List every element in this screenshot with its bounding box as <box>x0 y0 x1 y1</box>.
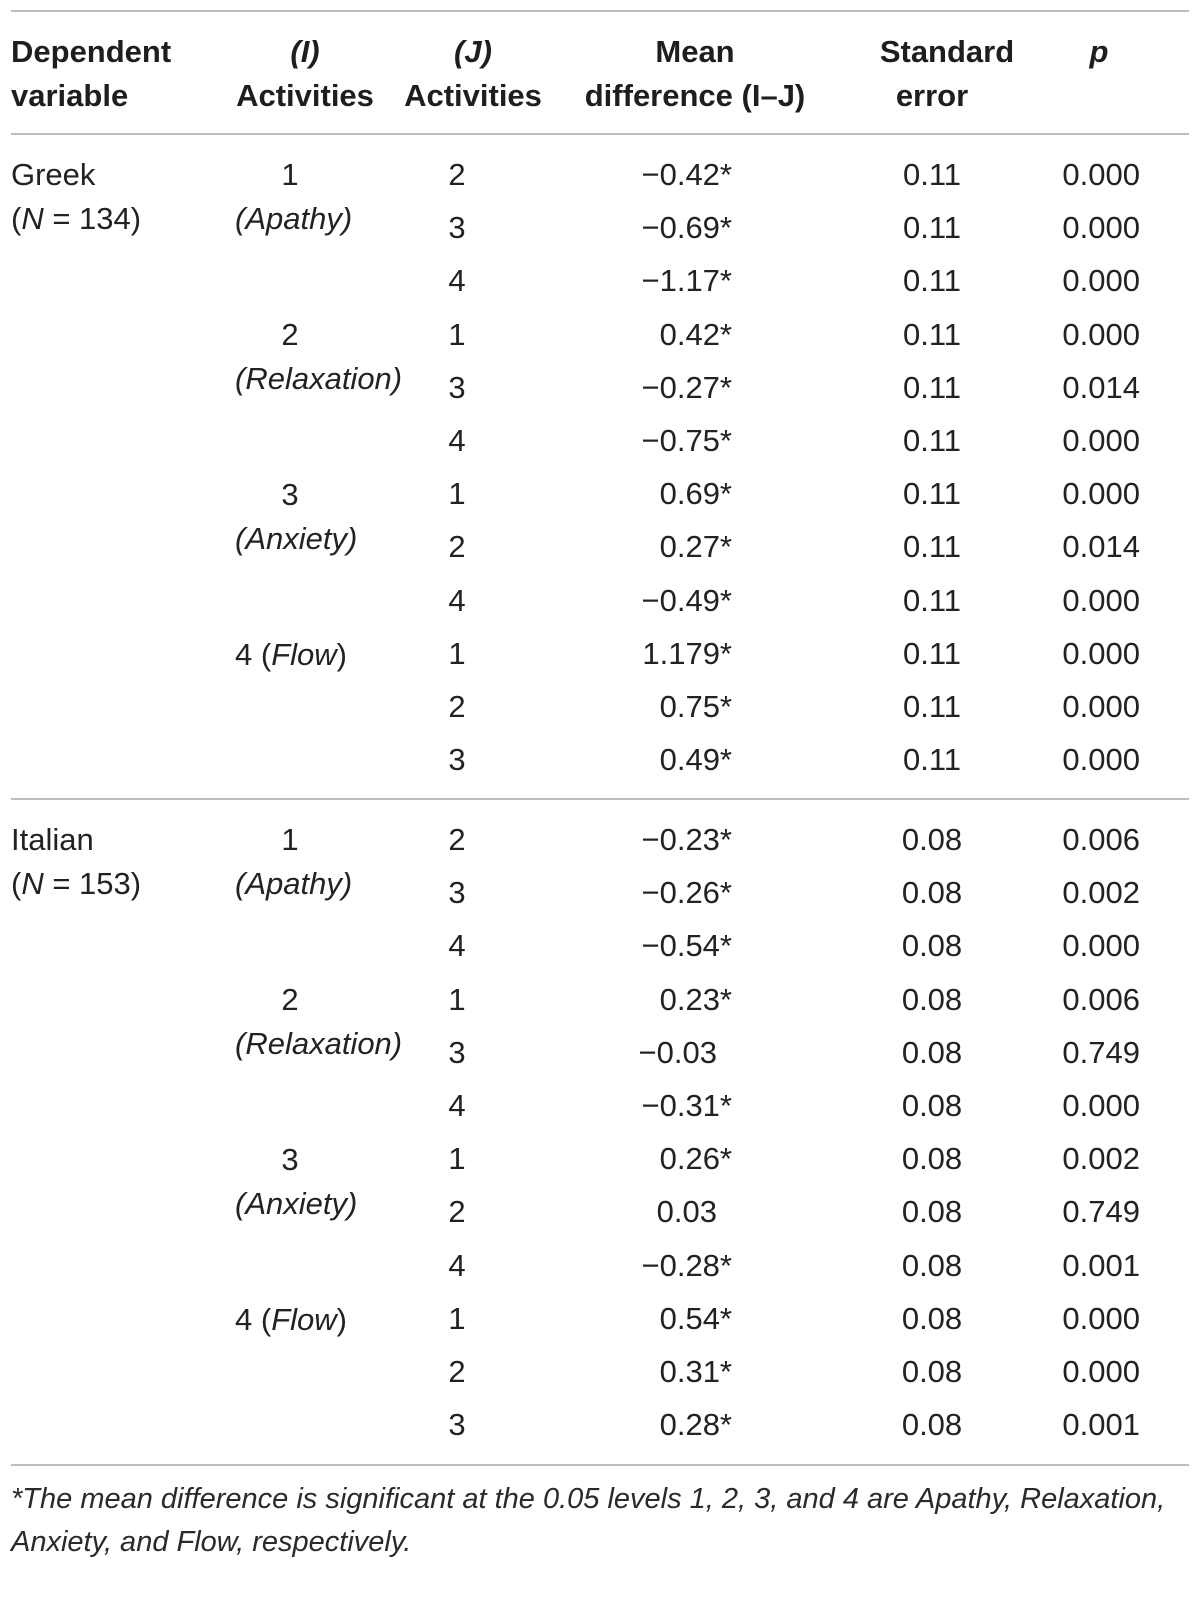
mean-difference-cell: 1.179* <box>642 636 732 671</box>
i-activity-number: 1 <box>281 822 299 857</box>
mean-difference-cell: 0.54* <box>659 1301 732 1336</box>
p-value-cell: 0.000 <box>1062 742 1140 777</box>
standard-error-cell: 0.08 <box>901 1035 963 1070</box>
j-activity-cell: 1 <box>448 1141 466 1176</box>
i-activity-name: (Anxiety) <box>235 1186 358 1221</box>
header-i-activities: Activities <box>236 78 374 113</box>
group-n-greek: (N = 134) <box>11 201 142 236</box>
header-j-activities: Activities <box>404 78 542 113</box>
mean-difference-cell: −0.69* <box>641 210 732 245</box>
standard-error-cell: 0.08 <box>901 1194 963 1229</box>
p-value-cell: 0.000 <box>1062 1354 1140 1389</box>
standard-error-cell: 0.08 <box>901 1248 963 1283</box>
i-activity-number: 2 <box>281 982 299 1017</box>
i-activity-name: (Apathy) <box>235 201 353 236</box>
header-mean: Mean <box>655 34 735 69</box>
p-value-cell: 0.000 <box>1062 636 1140 671</box>
j-activity-cell: 1 <box>448 476 466 511</box>
header-rule <box>11 133 1189 135</box>
mean-difference-cell: 0.23* <box>659 982 732 1017</box>
mean-difference-cell: −0.28* <box>641 1248 732 1283</box>
mean-difference-cell: 0.42* <box>659 317 732 352</box>
standard-error-cell: 0.08 <box>901 1301 963 1336</box>
header-j-label: (J) <box>454 34 492 69</box>
standard-error-cell: 0.08 <box>901 822 963 857</box>
j-activity-cell: 3 <box>448 1035 466 1070</box>
mean-difference-cell: 0.03 <box>656 1194 717 1229</box>
j-activity-cell: 2 <box>448 822 466 857</box>
p-value-cell: 0.002 <box>1062 875 1140 910</box>
standard-error-cell: 0.08 <box>901 1088 963 1123</box>
standard-error-cell: 0.11 <box>902 529 962 564</box>
p-value-cell: 0.000 <box>1062 928 1140 963</box>
i-activity-number: 1 <box>281 157 299 192</box>
j-activity-cell: 2 <box>448 529 466 564</box>
j-activity-cell: 2 <box>448 689 466 724</box>
mean-difference-cell: −0.27* <box>641 370 732 405</box>
p-value-cell: 0.000 <box>1062 317 1140 352</box>
p-value-cell: 0.001 <box>1062 1407 1140 1442</box>
standard-error-cell: 0.11 <box>902 370 962 405</box>
standard-error-cell: 0.08 <box>901 982 963 1017</box>
i-activity-number: 3 <box>281 1142 299 1177</box>
j-activity-cell: 4 <box>448 928 466 963</box>
mean-difference-cell: −1.17* <box>641 263 732 298</box>
bottom-rule <box>11 1464 1189 1466</box>
p-value-cell: 0.000 <box>1062 423 1140 458</box>
mean-difference-cell: 0.27* <box>659 529 732 564</box>
mean-difference-cell: −0.54* <box>641 928 732 963</box>
i-activity-number: 2 <box>281 317 299 352</box>
header-mean-difference: difference (I–J) <box>584 78 806 113</box>
j-activity-cell: 4 <box>448 423 466 458</box>
p-value-cell: 0.000 <box>1062 210 1140 245</box>
group-name-italian: Italian <box>11 822 94 857</box>
table-footnote: *The mean difference is significant at the 0.05 levels 1, 2, 3, and 4 are Apathy, Relaxation, Anxiety, and Flow, respectively. <box>11 1483 1166 1558</box>
standard-error-cell: 0.08 <box>901 1354 963 1389</box>
mean-difference-cell: −0.42* <box>641 157 732 192</box>
header-dependent-variable-line1: Dependent <box>11 34 172 69</box>
p-value-cell: 0.749 <box>1062 1194 1140 1229</box>
j-activity-cell: 1 <box>448 636 466 671</box>
i-activity-name: (Relaxation) <box>235 1026 403 1061</box>
standard-error-cell: 0.11 <box>902 157 962 192</box>
mean-difference-cell: 0.75* <box>659 689 732 724</box>
header-i-label: (I) <box>290 34 320 69</box>
mean-difference-cell: −0.26* <box>641 875 732 910</box>
j-activity-cell: 3 <box>448 1407 466 1442</box>
p-value-cell: 0.000 <box>1062 1088 1140 1123</box>
j-activity-cell: 1 <box>448 982 466 1017</box>
i-activity-flow: 4 (Flow) <box>235 637 347 672</box>
j-activity-cell: 4 <box>448 1248 466 1283</box>
i-activity-name: (Anxiety) <box>235 521 358 556</box>
mean-difference-cell: 0.49* <box>659 742 732 777</box>
j-activity-cell: 1 <box>448 317 466 352</box>
p-value-cell: 0.014 <box>1062 370 1140 405</box>
p-value-cell: 0.006 <box>1062 982 1140 1017</box>
standard-error-cell: 0.11 <box>902 263 962 298</box>
i-activity-name: (Apathy) <box>235 866 353 901</box>
standard-error-cell: 0.08 <box>901 1407 963 1442</box>
p-value-cell: 0.749 <box>1062 1035 1140 1070</box>
standard-error-cell: 0.11 <box>902 423 962 458</box>
mean-difference-cell: 0.26* <box>659 1141 732 1176</box>
j-activity-cell: 1 <box>448 1301 466 1336</box>
i-activity-name: (Relaxation) <box>235 361 403 396</box>
standard-error-cell: 0.11 <box>902 689 962 724</box>
mean-difference-cell: −0.31* <box>641 1088 732 1123</box>
p-value-cell: 0.006 <box>1062 822 1140 857</box>
j-activity-cell: 2 <box>448 157 466 192</box>
top-rule <box>11 10 1189 12</box>
p-value-cell: 0.000 <box>1062 476 1140 511</box>
mean-difference-cell: −0.49* <box>641 583 732 618</box>
mean-difference-cell: 0.28* <box>659 1407 732 1442</box>
j-activity-cell: 3 <box>448 875 466 910</box>
header-standard: Standard <box>879 34 1015 69</box>
j-activity-cell: 4 <box>448 263 466 298</box>
group-n-italian: (N = 153) <box>11 866 142 901</box>
j-activity-cell: 3 <box>448 742 466 777</box>
standard-error-cell: 0.08 <box>901 928 963 963</box>
mean-difference-cell: −0.75* <box>641 423 732 458</box>
standard-error-cell: 0.11 <box>902 317 962 352</box>
standard-error-cell: 0.11 <box>902 210 962 245</box>
p-value-cell: 0.001 <box>1062 1248 1140 1283</box>
standard-error-cell: 0.08 <box>901 1141 963 1176</box>
header-dependent-variable-line2: variable <box>11 78 129 113</box>
j-activity-cell: 3 <box>448 210 466 245</box>
j-activity-cell: 4 <box>448 583 466 618</box>
group-divider-rule <box>11 798 1189 800</box>
mean-difference-cell: 0.69* <box>659 476 732 511</box>
p-value-cell: 0.014 <box>1062 529 1140 564</box>
p-value-cell: 0.000 <box>1062 583 1140 618</box>
p-value-cell: 0.000 <box>1062 157 1140 192</box>
j-activity-cell: 2 <box>448 1354 466 1389</box>
mean-difference-cell: −0.03 <box>638 1035 717 1070</box>
mean-difference-cell: −0.23* <box>641 822 732 857</box>
i-activity-flow: 4 (Flow) <box>235 1302 347 1337</box>
i-activity-number: 3 <box>281 477 299 512</box>
standard-error-cell: 0.08 <box>901 875 963 910</box>
j-activity-cell: 3 <box>448 370 466 405</box>
mean-difference-cell: 0.31* <box>659 1354 732 1389</box>
j-activity-cell: 4 <box>448 1088 466 1123</box>
p-value-cell: 0.000 <box>1062 1301 1140 1336</box>
header-error: error <box>895 78 969 113</box>
p-value-cell: 0.002 <box>1062 1141 1140 1176</box>
standard-error-cell: 0.11 <box>902 636 962 671</box>
group-name-greek: Greek <box>11 157 96 192</box>
header-p: p <box>1089 34 1109 69</box>
standard-error-cell: 0.11 <box>902 583 962 618</box>
p-value-cell: 0.000 <box>1062 263 1140 298</box>
standard-error-cell: 0.11 <box>902 476 962 511</box>
j-activity-cell: 2 <box>448 1194 466 1229</box>
p-value-cell: 0.000 <box>1062 689 1140 724</box>
standard-error-cell: 0.11 <box>902 742 962 777</box>
